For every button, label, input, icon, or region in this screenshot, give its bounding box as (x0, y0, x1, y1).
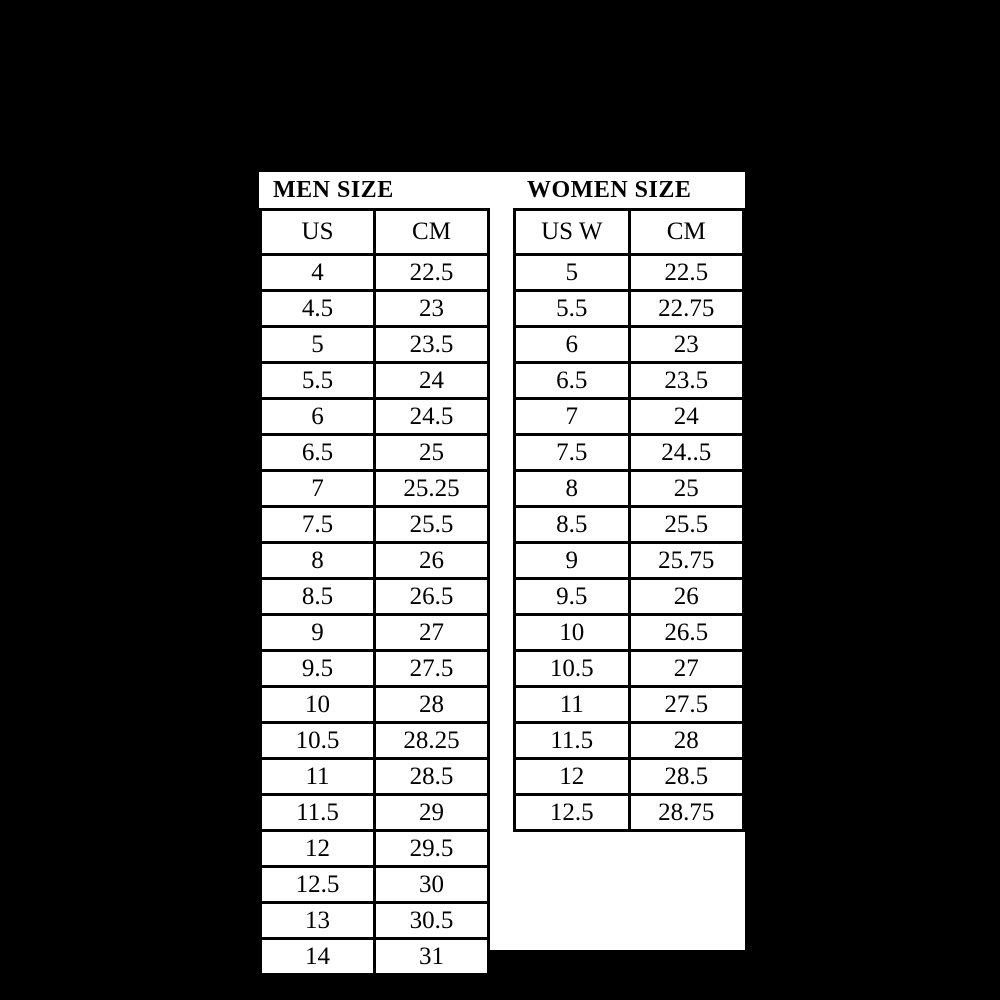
table-row (261, 759, 489, 795)
women-us-cell: 11 (515, 687, 630, 723)
women-cm-cell: 25 (629, 471, 744, 507)
women-cm-cell: 24 (629, 399, 744, 435)
table-row (515, 507, 744, 543)
men-us-cell: 11.5 (261, 795, 375, 831)
men-col-header-cm: CM (375, 210, 489, 255)
men-us-cell: 13 (261, 903, 375, 939)
men-cm-cell: 23.5 (375, 327, 489, 363)
men-cm-cell: 27 (375, 615, 489, 651)
men-us-cell: 4 (261, 255, 375, 291)
women-us-cell: 10.5 (515, 651, 630, 687)
men-us-cell: 7 (261, 471, 375, 507)
men-cm-cell: 24 (375, 363, 489, 399)
men-us-cell: 8 (261, 543, 375, 579)
men-cm-cell: 25 (375, 435, 489, 471)
women-col-header-cm: CM (629, 210, 744, 255)
table-row (261, 399, 489, 435)
men-col-header-us: US (261, 210, 375, 255)
men-us-cell: 9 (261, 615, 375, 651)
table-row (261, 867, 489, 903)
table-row (515, 327, 744, 363)
table-row (261, 435, 489, 471)
women-us-cell: 10 (515, 615, 630, 651)
men-cm-cell: 26.5 (375, 579, 489, 615)
men-us-cell: 12 (261, 831, 375, 867)
men-cm-cell: 28.25 (375, 723, 489, 759)
men-cm-cell: 28 (375, 687, 489, 723)
men-cm-cell: 30 (375, 867, 489, 903)
women-us-cell: 5 (515, 255, 630, 291)
men-size-table (259, 208, 490, 976)
women-size-section (513, 172, 745, 832)
women-us-cell: 9 (515, 543, 630, 579)
men-size-title: MEN SIZE (273, 177, 394, 203)
table-row (515, 543, 744, 579)
women-us-cell: 6 (515, 327, 630, 363)
men-us-cell: 10 (261, 687, 375, 723)
women-cm-cell: 23 (629, 327, 744, 363)
men-cm-cell: 29.5 (375, 831, 489, 867)
men-us-cell: 5.5 (261, 363, 375, 399)
men-us-cell: 11 (261, 759, 375, 795)
men-cm-cell: 22.5 (375, 255, 489, 291)
men-us-cell: 5 (261, 327, 375, 363)
women-cm-cell: 25.75 (629, 543, 744, 579)
table-row (261, 903, 489, 939)
men-us-cell: 9.5 (261, 651, 375, 687)
table-row (261, 579, 489, 615)
women-us-cell: 5.5 (515, 291, 630, 327)
men-cm-cell: 25.25 (375, 471, 489, 507)
table-row (261, 291, 489, 327)
table-row (515, 471, 744, 507)
women-cm-cell: 28 (629, 723, 744, 759)
men-us-cell: 4.5 (261, 291, 375, 327)
men-table-header-row (261, 210, 489, 255)
table-row (261, 687, 489, 723)
women-col-header-usw: US W (515, 210, 630, 255)
men-us-cell: 8.5 (261, 579, 375, 615)
table-row (515, 255, 744, 291)
table-row (515, 795, 744, 831)
women-cm-cell: 25.5 (629, 507, 744, 543)
women-us-cell: 6.5 (515, 363, 630, 399)
men-cm-cell: 24.5 (375, 399, 489, 435)
size-chart-card (259, 172, 745, 970)
table-row (261, 327, 489, 363)
table-row (261, 507, 489, 543)
table-row (515, 363, 744, 399)
men-cm-cell: 28.5 (375, 759, 489, 795)
women-us-cell: 7.5 (515, 435, 630, 471)
women-us-cell: 11.5 (515, 723, 630, 759)
table-row (261, 543, 489, 579)
women-cm-cell: 22.5 (629, 255, 744, 291)
table-row (261, 831, 489, 867)
women-cm-cell: 27 (629, 651, 744, 687)
women-cm-cell: 22.75 (629, 291, 744, 327)
table-row (515, 759, 744, 795)
table-row (261, 651, 489, 687)
table-row (261, 795, 489, 831)
table-row (515, 291, 744, 327)
women-us-cell: 12 (515, 759, 630, 795)
men-us-cell: 6 (261, 399, 375, 435)
women-cm-cell: 27.5 (629, 687, 744, 723)
men-cm-cell: 26 (375, 543, 489, 579)
men-us-cell: 10.5 (261, 723, 375, 759)
men-cm-cell: 30.5 (375, 903, 489, 939)
women-us-cell: 8 (515, 471, 630, 507)
men-us-cell: 14 (261, 939, 375, 975)
women-cm-cell: 26.5 (629, 615, 744, 651)
men-us-cell: 7.5 (261, 507, 375, 543)
men-cm-cell: 25.5 (375, 507, 489, 543)
women-size-title: WOMEN SIZE (527, 177, 692, 203)
women-us-cell: 9.5 (515, 579, 630, 615)
men-us-cell: 6.5 (261, 435, 375, 471)
women-cm-cell: 28.75 (629, 795, 744, 831)
table-row (515, 435, 744, 471)
table-row (515, 399, 744, 435)
table-row (261, 615, 489, 651)
men-size-section (259, 172, 490, 976)
men-cm-cell: 31 (375, 939, 489, 975)
table-row (515, 579, 744, 615)
women-us-cell: 12.5 (515, 795, 630, 831)
women-us-cell: 7 (515, 399, 630, 435)
table-row (261, 471, 489, 507)
men-cm-cell: 23 (375, 291, 489, 327)
table-row (515, 615, 744, 651)
women-cm-cell: 26 (629, 579, 744, 615)
women-cm-cell: 24..5 (629, 435, 744, 471)
women-us-cell: 8.5 (515, 507, 630, 543)
men-us-cell: 12.5 (261, 867, 375, 903)
table-row (515, 687, 744, 723)
men-cm-cell: 29 (375, 795, 489, 831)
table-row (261, 255, 489, 291)
table-row (261, 363, 489, 399)
women-table-header-row (515, 210, 744, 255)
table-row (515, 723, 744, 759)
table-row (261, 939, 489, 975)
table-row (261, 723, 489, 759)
men-cm-cell: 27.5 (375, 651, 489, 687)
table-row (515, 651, 744, 687)
women-size-table (513, 208, 745, 832)
women-cm-cell: 28.5 (629, 759, 744, 795)
women-cm-cell: 23.5 (629, 363, 744, 399)
